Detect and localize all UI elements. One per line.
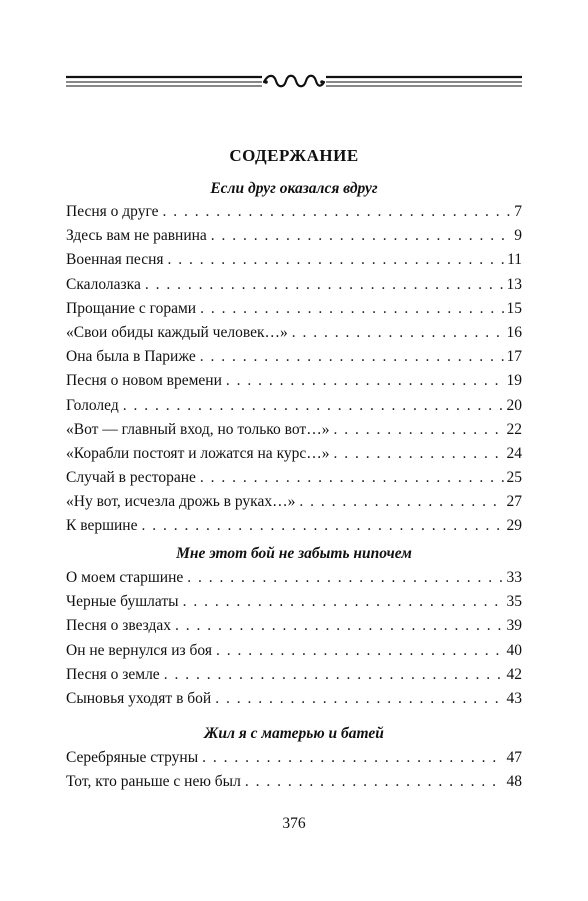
toc-entry[interactable]: К вершине . . . 29 xyxy=(66,517,522,541)
wave-ornament-icon xyxy=(66,71,522,93)
toc-entry[interactable]: Песня о друге . . . 7 xyxy=(66,203,522,227)
toc-entry[interactable]: Он не вернулся из боя . . . 40 xyxy=(66,642,522,666)
toc-entry[interactable]: Сыновья уходят в бой . . . 43 xyxy=(66,690,522,714)
toc-entry[interactable]: Песня о новом времени . . . 19 xyxy=(66,372,522,396)
header-ornament-rule xyxy=(66,71,522,93)
toc-entry[interactable]: Скалолазка . . . 13 xyxy=(66,276,522,300)
toc-entry[interactable]: Она была в Париже . . . 17 xyxy=(66,348,522,372)
toc-entry[interactable]: «Корабли постоят и ложатся на курс…» . . . 24 xyxy=(66,445,522,469)
toc-entry[interactable]: Гололед . . . 20 xyxy=(66,397,522,421)
toc-entry[interactable]: Тот, кто раньше с нею был . . . 48 xyxy=(66,773,522,797)
toc-entry[interactable]: «Ну вот, исчезла дрожь в руках…» . . . 27 xyxy=(66,493,522,517)
toc-entry[interactable]: О моем старшине . . . 33 xyxy=(66,569,522,593)
toc-entry[interactable]: Здесь вам не равнина . . . 9 xyxy=(66,227,522,251)
section-title-2: Мне этот бой не забыть нипочем xyxy=(176,545,412,562)
section-1-entries xyxy=(66,203,522,542)
page-number: 376 xyxy=(282,815,306,832)
toc-entry[interactable]: Прощание с горами . . . 15 xyxy=(66,300,522,324)
toc-entry[interactable]: Военная песня . . . 11 xyxy=(66,251,522,275)
toc-entry[interactable]: Черные бушлаты . . . 35 xyxy=(66,593,522,617)
section-title-1: Если друг оказался вдруг xyxy=(210,180,378,197)
section-title-3: Жил я с матерью и батей xyxy=(204,725,384,742)
toc-entry[interactable]: «Вот — главный вход, но только вот…» . . . 22 xyxy=(66,421,522,445)
section-2-entries xyxy=(66,569,522,714)
toc-entry[interactable]: Случай в ресторане . . . 25 xyxy=(66,469,522,493)
toc-entry[interactable]: «Свои обиды каждый человек…» . . . 16 xyxy=(66,324,522,348)
section-3-entries xyxy=(66,749,522,797)
toc-heading: СОДЕРЖАНИЕ xyxy=(229,146,359,165)
toc-entry[interactable]: Песня о звездах . . . 39 xyxy=(66,617,522,641)
toc-entry[interactable]: Песня о земле . . . 42 xyxy=(66,666,522,690)
toc-entry[interactable]: Серебряные струны . . . 47 xyxy=(66,749,522,773)
